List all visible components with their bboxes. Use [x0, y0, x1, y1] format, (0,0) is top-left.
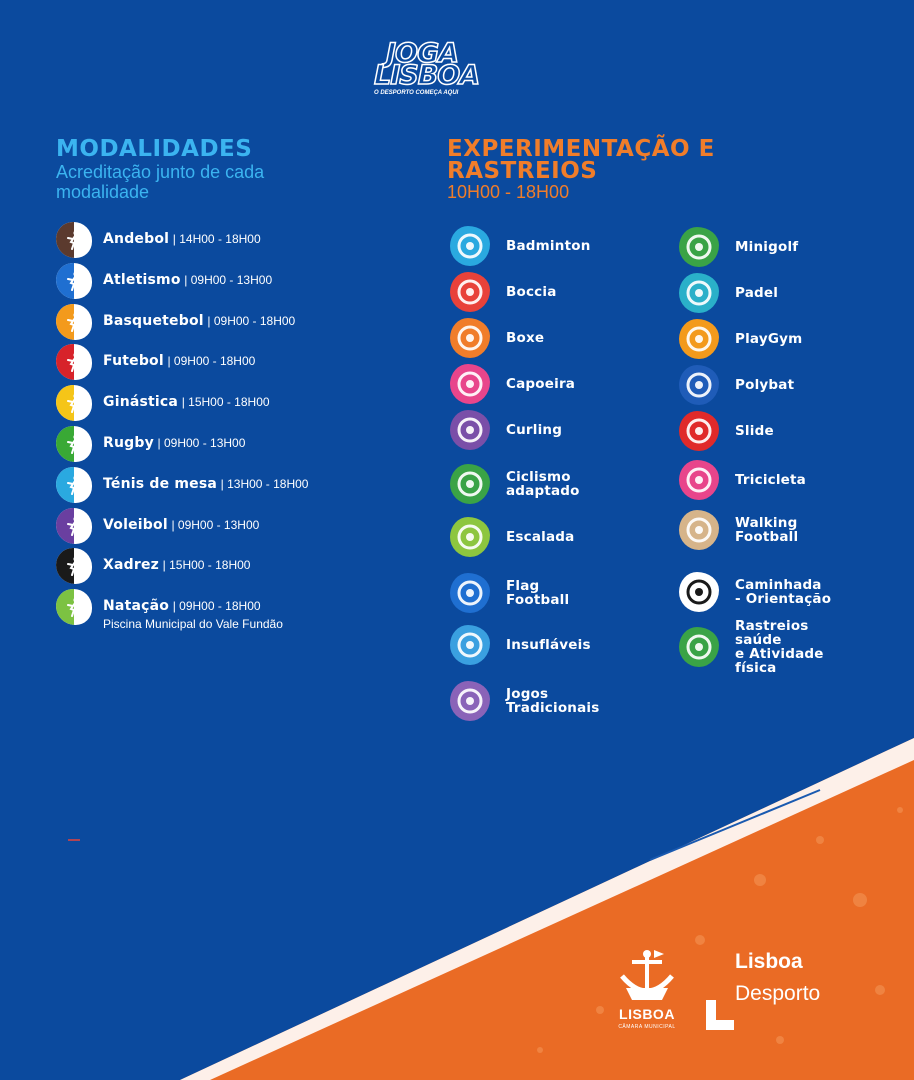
football-icon — [56, 344, 92, 380]
modalidade-location: Piscina Municipal do Vale Fundão — [103, 617, 283, 632]
lisboa-desporto-logo — [706, 950, 866, 1034]
ld-line-1: Lisboa — [735, 950, 803, 973]
modalidade-item — [56, 222, 396, 258]
cml-subtitle: CÂMARA MUNICIPAL — [618, 1024, 676, 1030]
modalidade-time: | 09H00 - 18H00 — [207, 313, 296, 328]
rugby-icon — [56, 426, 92, 462]
modalidade-time: | 09H00 - 18H00 — [167, 354, 256, 369]
experimentacao-label: Walking Football — [735, 515, 799, 545]
modalidade-item — [56, 467, 396, 503]
experimentacao-label: Escalada — [506, 529, 575, 545]
modalidade-name: Xadrez — [103, 557, 160, 574]
volleyball-icon — [56, 508, 92, 544]
basketball-icon — [56, 304, 92, 340]
experimentacao-label: Tricicleta — [735, 472, 806, 488]
modalidade-item — [56, 548, 396, 584]
modalidade-item — [56, 426, 396, 462]
handball-icon — [56, 222, 92, 258]
swimming-icon — [56, 589, 92, 625]
modalidade-time: | 09H00 - 13H00 — [157, 436, 246, 450]
modalidade-time: | 09H00 - 18H00 — [172, 599, 261, 614]
running-icon — [56, 263, 92, 299]
experimentacao-label: Jogos Tradicionais — [506, 686, 600, 716]
modalidade-name: Ténis de mesa — [103, 475, 218, 492]
modalidade-item — [56, 589, 396, 632]
table-tennis-icon — [56, 467, 92, 503]
joga-lisboa-logo — [372, 40, 544, 100]
modalidade-time: | 13H00 - 18H00 — [220, 476, 309, 491]
modalidade-time: | 09H00 - 13H00 — [171, 517, 260, 532]
experimentacao-label: PlayGym — [735, 331, 803, 347]
modalidade-name: Andebol — [103, 231, 170, 247]
modalidade-name: Futebol — [103, 353, 164, 370]
gymnastics-icon — [56, 385, 92, 421]
experimentacao-label: Ciclismo adaptado — [506, 469, 580, 499]
modalidade-item — [56, 508, 396, 544]
camara-municipal-logo — [612, 948, 682, 1032]
chess-icon — [56, 548, 92, 584]
experimentacao-label: Curling — [506, 422, 563, 438]
experimentacao-label: Caminhada - Orientação — [735, 577, 832, 607]
experimentacao-label: Boxe — [506, 330, 545, 346]
experimentacao-time: 10H00 - 18H00 — [447, 182, 570, 202]
modalidades-subtitle: Acreditação junto de cada modalidade — [56, 162, 265, 202]
experimentacao-label: Minigolf — [735, 239, 799, 255]
modalidade-time: | 15H00 - 18H00 — [181, 395, 270, 410]
modalidade-item — [56, 385, 396, 421]
logo-line-1: JOGA — [386, 38, 459, 69]
experimentacao-title: EXPERIMENTAÇÃO E RASTREIOS — [447, 136, 715, 184]
experimentacao-label: Capoeira — [506, 376, 576, 392]
modalidade-time: | 15H00 - 18H00 — [162, 558, 251, 573]
modalidade-item — [56, 344, 396, 380]
experimentacao-label: Insufláveis — [506, 637, 591, 653]
experimentacao-label: Badminton — [506, 238, 591, 254]
ld-mark-icon — [706, 1000, 734, 1030]
modalidade-name: Atletismo — [103, 271, 181, 288]
modalidades-title: MODALIDADES — [56, 136, 253, 162]
modalidade-name: Basquetebol — [103, 312, 204, 329]
modalidade-item — [56, 263, 396, 299]
modalidade-name: Ginástica — [103, 394, 179, 411]
modalidade-name: Voleibol — [103, 516, 168, 533]
experimentacao-label: Boccia — [506, 284, 557, 300]
modalidade-name: Rugby — [103, 435, 154, 451]
modalidade-name: Natação — [103, 598, 170, 615]
experimentacao-label: Polybat — [735, 377, 795, 393]
cml-name: LISBOA — [619, 1006, 675, 1022]
experimentacao-label: Rastreios saúde e Atividade física — [735, 618, 824, 676]
ld-line-2: Desporto — [735, 982, 821, 1005]
logo-line-2: LISBOA — [374, 60, 480, 91]
experimentacao-label: Padel — [735, 285, 779, 301]
ship-crest-icon — [612, 948, 682, 1006]
modalidade-item — [56, 304, 396, 340]
modalidade-time: | 09H00 - 13H00 — [184, 272, 273, 287]
logo-tagline: O DESPORTO COMEÇA AQUI — [374, 90, 459, 96]
experimentacao-label: Slide — [735, 423, 774, 439]
experimentacao-label: Flag Football — [506, 578, 570, 608]
modalidade-time: | 14H00 - 18H00 — [172, 232, 261, 246]
